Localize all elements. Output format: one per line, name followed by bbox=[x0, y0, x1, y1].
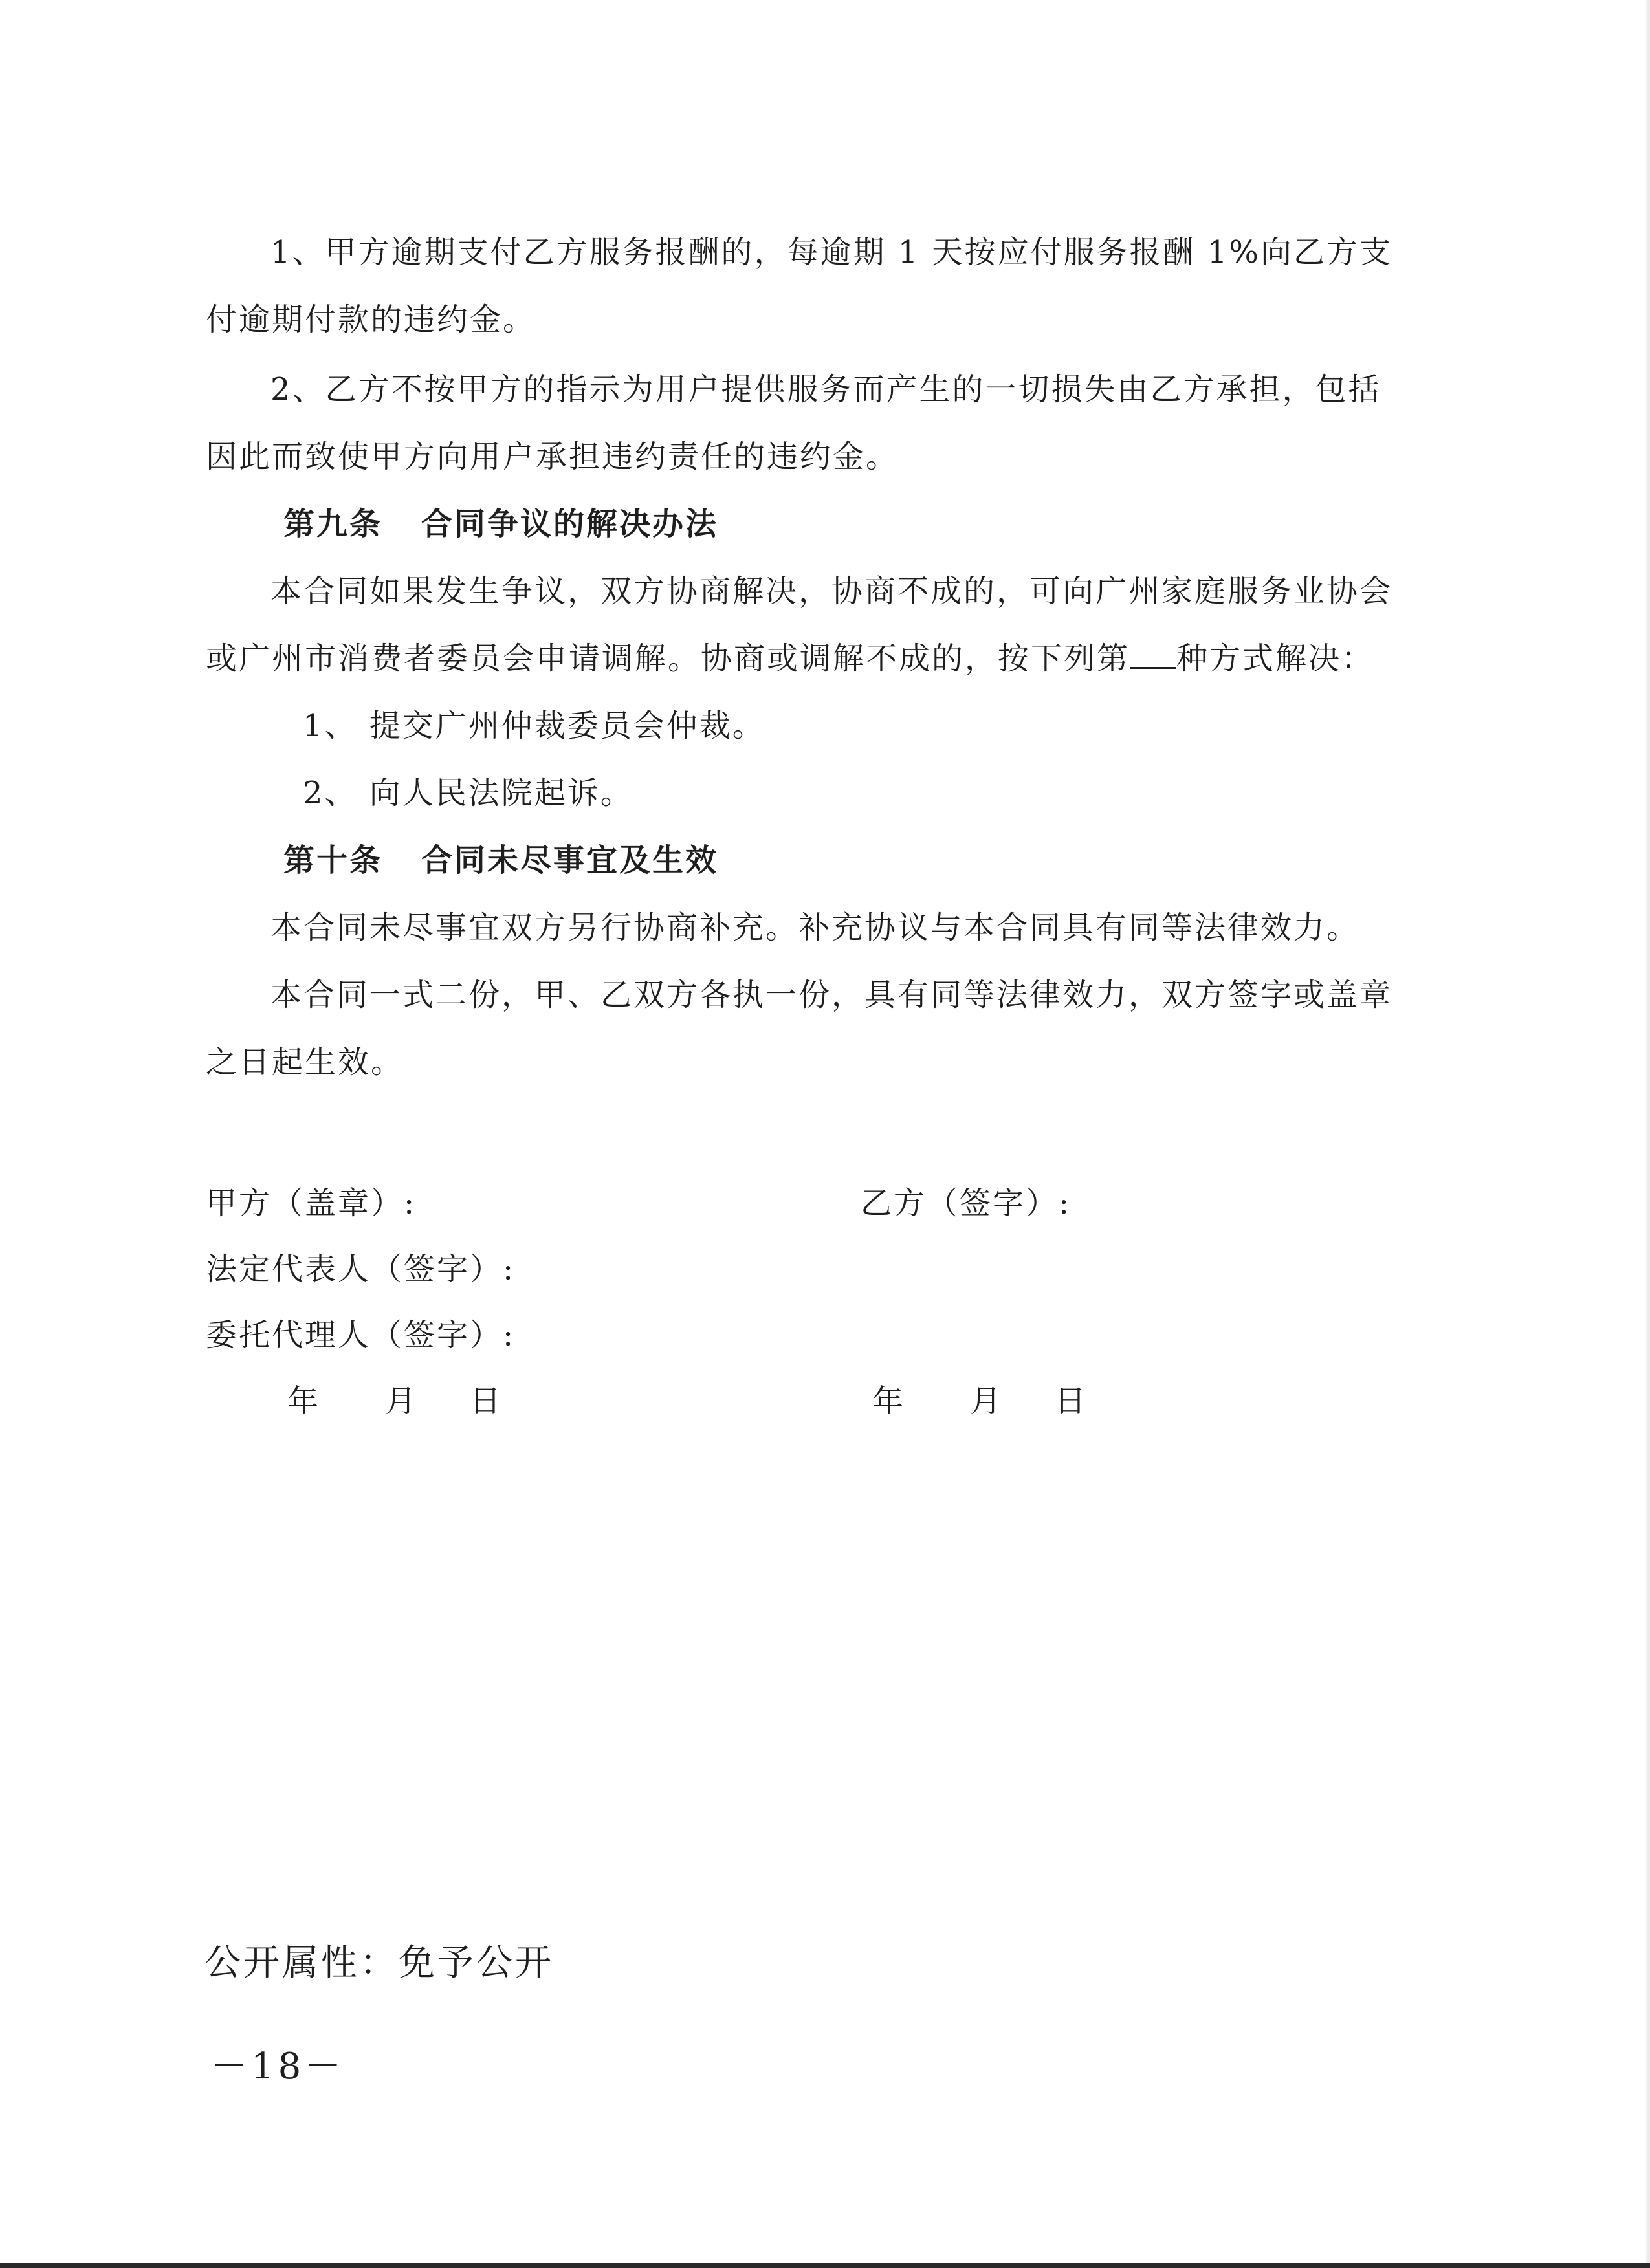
dispute-option-2: 2、 向人民法院起诉。 bbox=[303, 775, 633, 811]
party-b-date bbox=[872, 1368, 1088, 1435]
legal-representative-label: 法定代表人（签字）: bbox=[206, 1251, 516, 1287]
article-9-body-text: 本合同如果发生争议，双方协商解决，协商不成的，可向广州家庭服务业协会或广州市消费者委员会申请调解。协商或调解不成的，按下列第 bbox=[206, 573, 1393, 677]
penalty-clause-2: 2、乙方不按甲方的指示为用户提供服务而产生的一切损失由乙方承担，包括因此而致使甲方向用户承担违约责任的违约金。 bbox=[206, 371, 1381, 475]
party-a-date bbox=[287, 1368, 503, 1435]
authorized-agent-label: 委托代理人（签字）: bbox=[206, 1317, 516, 1353]
party-a-date-month: 月 bbox=[385, 1383, 419, 1419]
disclosure-attribute: 公开属性：免予公开 bbox=[204, 1942, 554, 1984]
article-10-heading bbox=[283, 827, 718, 894]
article-10-title: 合同未尽事宜及生效 bbox=[421, 842, 719, 878]
scan-edge-bottom bbox=[0, 2263, 1650, 2268]
party-b-date-year: 年 bbox=[872, 1383, 906, 1419]
article-9-body bbox=[206, 558, 1396, 692]
article-9-heading bbox=[283, 490, 718, 558]
article-10-para-2: 本合同一式二份，甲、乙双方各执一份，具有同等法律效力，双方签字或盖章之日起生效。 bbox=[206, 977, 1393, 1080]
party-a-date-day: 日 bbox=[470, 1383, 503, 1419]
party-b-date-day: 日 bbox=[1055, 1383, 1088, 1419]
option-number-blank bbox=[1130, 641, 1176, 669]
article-9-title: 合同争议的解决办法 bbox=[421, 506, 719, 542]
party-b-signature-label: 乙方（签字）: bbox=[861, 1185, 1072, 1221]
scan-edge-right bbox=[1646, 0, 1650, 2268]
article-10-para-1: 本合同未尽事宜双方另行协商补充。补充协议与本合同具有同等法律效力。 bbox=[270, 910, 1360, 946]
party-b-date-month: 月 bbox=[970, 1383, 1004, 1419]
article-9-body-tail: 种方式解决： bbox=[1176, 640, 1375, 677]
dispute-option-1: 1、 提交广州仲裁委员会仲裁。 bbox=[303, 708, 765, 744]
party-a-seal-label: 甲方（盖章）: bbox=[206, 1185, 417, 1221]
page-number: －18－ bbox=[211, 2045, 346, 2088]
party-a-date-year: 年 bbox=[287, 1383, 321, 1419]
article-9-number: 第九条 bbox=[283, 506, 383, 542]
article-10-number: 第十条 bbox=[283, 842, 383, 878]
penalty-clause-1: 1、甲方逾期支付乙方服务报酬的，每逾期 1 天按应付服务报酬 1%向乙方支付逾期付款的违约金。 bbox=[206, 234, 1393, 338]
